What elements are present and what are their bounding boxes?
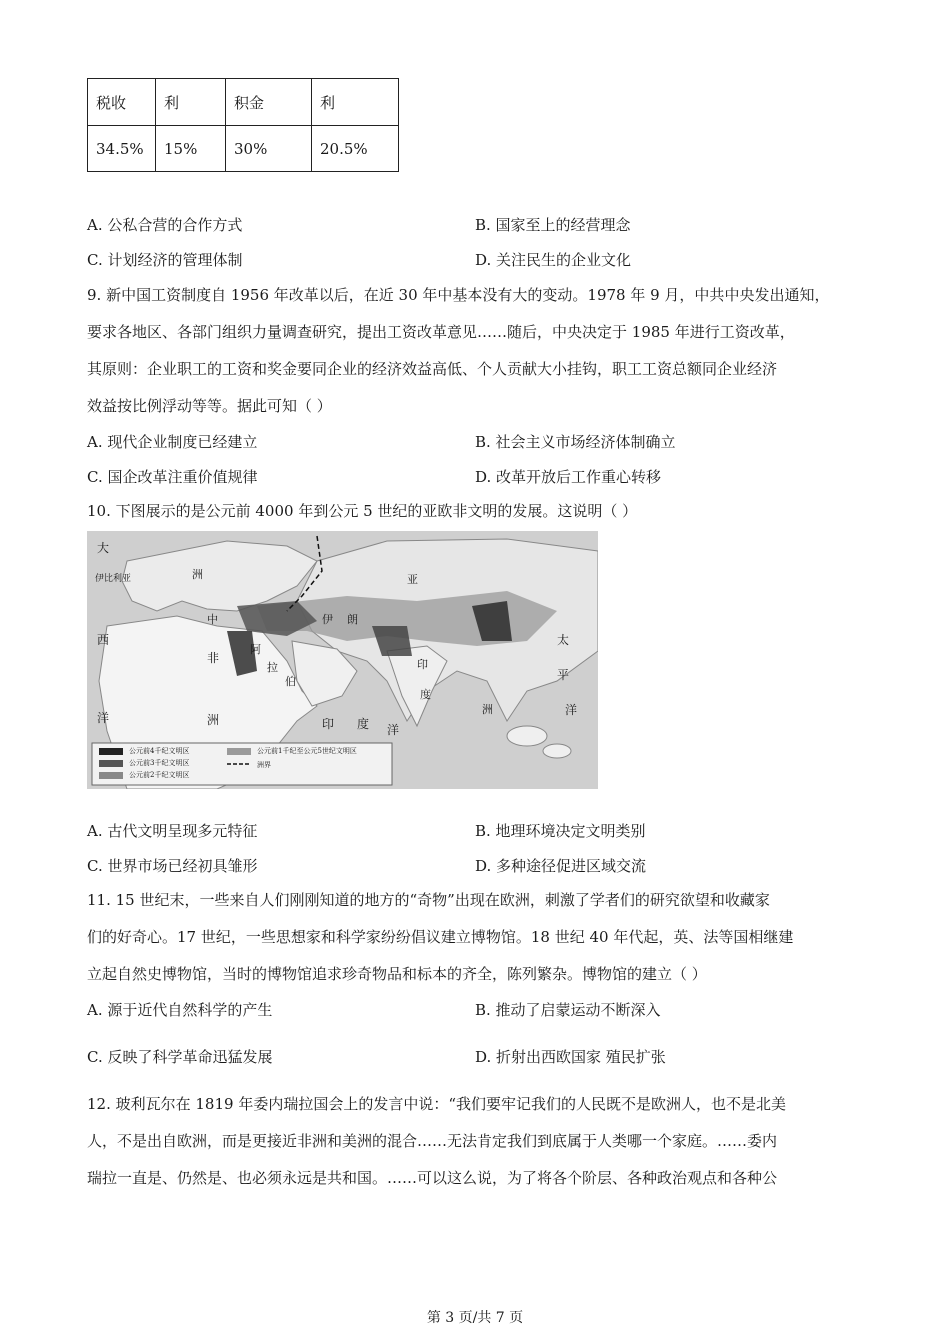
map-label-zhou: 洲 <box>192 568 203 581</box>
q11-stem-line: 11. 15 世纪末，一些来自人们刚刚知道的地方的“奇物”出现在欧洲，刺激了学者们的研究欲望和收藏家 <box>87 891 770 909</box>
q10-option-a: A. 古代文明呈现多元特征 <box>87 822 258 840</box>
q9-stem-line: 其原则：企业职工的工资和奖金要同企业的经济效益高低、个人贡献大小挂钩，职工工资总额同企业经济 <box>87 360 778 378</box>
q11-option-c: C. 反映了科学革命迅猛发展 <box>87 1048 273 1066</box>
map-label-du: 度 <box>420 688 431 701</box>
map-label-ya: 亚 <box>407 573 418 586</box>
q12-stem-line: 人，不是出自欧洲，而是更接近非洲和美洲的混合……无法肯定我们到底属于人类哪一个家庭。……委内 <box>87 1132 778 1150</box>
q9-option-d: D. 改革开放后工作重心转移 <box>475 468 662 486</box>
q8-option-b: B. 国家至上的经营理念 <box>475 216 631 234</box>
map-label-indian-ocean-yang: 洋 <box>387 723 400 737</box>
map-label-iberia: 伊比利亚 <box>95 574 132 584</box>
map-label-zhou3: 洲 <box>482 703 493 716</box>
legend-2nd-millennium: 公元前2千纪文明区 <box>129 771 190 779</box>
table-cell: 30% <box>226 126 312 172</box>
q9-stem-line: 效益按比例浮动等等。据此可知（ ） <box>87 397 332 415</box>
map-label-bo: 伯 <box>285 675 296 688</box>
legend-boundary: 洲界 <box>257 761 271 769</box>
q11-stem-line: 立起自然史博物馆，当时的博物馆追求珍奇物品和标本的齐全，陈列繁杂。博物馆的建立（ ） <box>87 965 707 983</box>
map-label-fei: 非 <box>207 651 220 665</box>
civilization-map <box>87 531 598 789</box>
q9-stem-line: 9. 新中国工资制度自 1956 年改革以后，在近 30 年中基本没有大的变动。1978 年 9 月，中共中央发出通知， <box>87 286 830 304</box>
q9-option-a: A. 现代企业制度已经建立 <box>87 433 258 451</box>
map-label-pacific-yang: 洋 <box>565 703 578 717</box>
q12-stem-line: 瑞拉一直是、仍然是、也必须永远是共和国。……可以这么说，为了将各个阶层、各种政治观点和各种公 <box>87 1169 778 1187</box>
q11-stem-line: 们的好奇心。17 世纪，一些思想家和科学家纷纷倡议建立博物馆。18 世纪 40 年代起，英、法等国相继建 <box>87 928 794 946</box>
q10-stem: 10. 下图展示的是公元前 4000 年到公元 5 世纪的亚欧非文明的发展。这说明（ ） <box>87 502 638 520</box>
table-header-cell: 利 <box>312 79 399 126</box>
q11-option-d: D. 折射出西欧国家 殖民扩张 <box>475 1048 666 1066</box>
legend-1st-millennium: 公元前1千纪至公元5世纪文明区 <box>257 747 357 755</box>
map-label-indian-ocean-du: 度 <box>357 717 370 731</box>
map-label-la: 拉 <box>267 661 278 674</box>
q10-option-c: C. 世界市场已经初具雏形 <box>87 857 258 875</box>
map-label-zhou2: 洲 <box>207 713 220 727</box>
map-label-indian-ocean-yin: 印 <box>322 717 335 731</box>
page-number-footer: 第 3 页/共 7 页 <box>426 1310 524 1326</box>
table-cell: 15% <box>156 126 226 172</box>
map-label-lang: 朗 <box>347 613 358 626</box>
map-label-a: 阿 <box>250 643 261 656</box>
q10-option-d: D. 多种途径促进区域交流 <box>475 857 647 875</box>
table-header-cell: 利 <box>156 79 226 126</box>
table-row <box>88 126 399 172</box>
q8-option-a: A. 公私合营的合作方式 <box>87 216 243 234</box>
map-label-ping: 平 <box>557 668 570 682</box>
table-cell: 34.5% <box>88 126 156 172</box>
map-label-yin: 印 <box>417 658 428 671</box>
map-label-tai: 太 <box>557 633 570 647</box>
q11-option-a: A. 源于近代自然科学的产生 <box>87 1001 273 1019</box>
q9-stem-line: 要求各地区、各部门组织力量调查研究，提出工资改革意见……随后，中央决定于 1985 年进行工资改革， <box>87 323 795 341</box>
legend-3rd-millennium: 公元前3千纪文明区 <box>129 759 190 767</box>
q12-stem-line: 12. 玻利瓦尔在 1819 年委内瑞拉国会上的发言中说：“我们要牢记我们的人民既不是欧洲人，也不是北美 <box>87 1095 787 1113</box>
q9-option-b: B. 社会主义市场经济体制确立 <box>475 433 676 451</box>
map-label-zhong: 中 <box>207 613 218 626</box>
legend-4th-millennium: 公元前4千纪文明区 <box>129 747 190 755</box>
tax-profit-table <box>87 78 399 172</box>
q10-option-b: B. 地理环境决定文明类别 <box>475 822 646 840</box>
map-label-yi: 伊 <box>322 613 333 626</box>
q8-option-d: D. 关注民生的企业文化 <box>475 251 632 269</box>
map-label-xi: 西 <box>97 633 110 647</box>
q9-option-c: C. 国企改革注重价值规律 <box>87 468 258 486</box>
map-label-da: 大 <box>97 541 110 555</box>
map-label-yang: 洋 <box>97 711 110 725</box>
table-header-cell: 积金 <box>226 79 312 126</box>
table-cell: 20.5% <box>312 126 399 172</box>
q8-option-c: C. 计划经济的管理体制 <box>87 251 243 269</box>
table-header-row <box>88 79 399 126</box>
table-header-cell: 税收 <box>88 79 156 126</box>
q11-option-b: B. 推动了启蒙运动不断深入 <box>475 1001 661 1019</box>
